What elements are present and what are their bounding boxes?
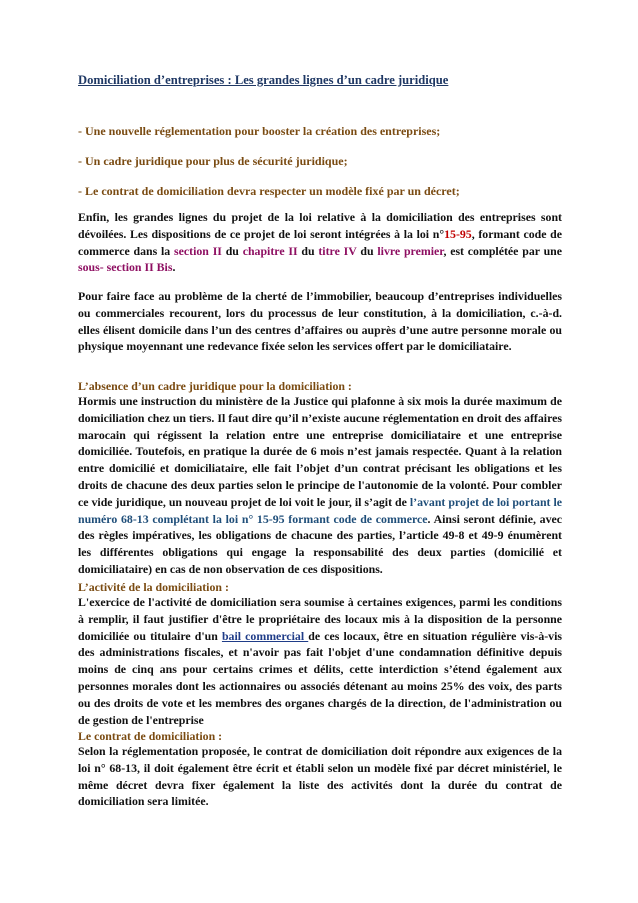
bail-commercial-link[interactable]: bail commercial [221,628,309,643]
section-heading: L’activité de la domiciliation : [78,580,229,594]
section-heading: L’absence d’un cadre juridique pour la domiciliation : [78,379,352,393]
law-number: 15-95 [444,226,472,241]
context-paragraph: Pour faire face au problème de la cherté de l’immobilier, beaucoup d’entreprises individuelles ou commerciales recourent, lors du processus de leur constitution, à la domiciliation, c.-à-d. elles élisent domicile dans l’un des centres d’affaires ou auprès d’une autre personne morale ou physique moyennant une redevance fixée selon les services offert par le domiciliataire. [78,289,562,354]
bullet-item: - Un cadre juridique pour plus de sécurité juridique; [78,154,348,168]
section-ref: section II [174,243,222,258]
book-ref: livre premier [377,243,444,258]
intro-paragraph: Enfin, les grandes lignes du projet de la loi relative à la domiciliation des entreprises sont dévoilées. Les dispositions de ce projet de loi seront intégrées à la loi n°15-95, formant code de commerce dans la section II du chapitre II du titre IV du livre premier, est complétée par une sous- section II Bis. [78,210,563,275]
chapter-ref: chapitre II [242,243,298,258]
document-title: Domiciliation d’entreprises : Les grandes lignes d’un cadre juridique [78,73,449,87]
title-ref: titre IV [318,243,357,258]
section-body: Hormis une instruction du ministère de la Justice qui plafonne à six mois la durée maximum de domiciliation chez un tiers. Il faut dire qu’il n’existe aucune réglementation en droit des affaires marocain qui régissent la relation entre une entreprise domiciliataire et une entreprise domiciliée. Toutefois, en pratique la durée de 6 mois n’est jamais respectée. Quant à la relation entre domicilié et domiciliataire, elle fait l’objet d’un contrat précisant les obligations et les droits de chacune des deux parties selon le principe de l'autonomie de la volonté. Pour combler ce vide juridique, un nouveau projet de loi voit le jour, il s’agit de l’avant projet de loi portant le numéro 68-13 complétant la loi n° 15-95 formant code de commerce. Ainsi seront définie, avec des règles impératives, les obligations de chacune des parties, l’article 49-8 et 49-9 énumèrent les différentes obligations qui engage la responsabilité des deux parties (domicilié et domiciliataire) en cas de non observation de ces dispositions. [78,394,563,576]
section-heading: Le contrat de domiciliation : [78,729,223,743]
section-body: Selon la réglementation proposée, le contrat de domiciliation doit répondre aux exigences de la loi n° 68-13, il doit également être écrit et établi selon un modèle fixé par décret ministériel, le même décret devra fixer également la liste des activités dont la durée du contrat de domiciliation sera limitée. [78,744,562,809]
bullet-item: - Une nouvelle réglementation pour booster la création des entreprises; [78,124,441,138]
bullet-item: - Le contrat de domiciliation devra respecter un modèle fixé par un décret; [78,184,460,198]
subsection-ref: sous- section II Bis [78,260,173,275]
section-body: L'exercice de l'activité de domiciliation sera soumise à certaines exigences, parmi les conditions à remplir, il faut justifier d'être le propriétaire des locaux mis à la disposition de la personne domiciliée ou titulaire d'un bail commercial de ces locaux, être en situation régulière vis-à-vis des administrations fiscales, et n'avoir pas fait l'objet d'une condamnation définitive depuis moins de cinq ans pour certains crimes et délits, cette interdiction s’étend également aux personnes morales dont les actionnaires ou associés détenant au moins 25% des voix, des parts ou des droits de vote et les membres des organes chargés de la direction, de l'administration ou de gestion de l'entreprise [78,595,563,727]
draft-law-reference: l’avant projet de loi portant le numéro 68-13 complétant la loi n° 15-95 formant code de commerce [78,494,563,526]
